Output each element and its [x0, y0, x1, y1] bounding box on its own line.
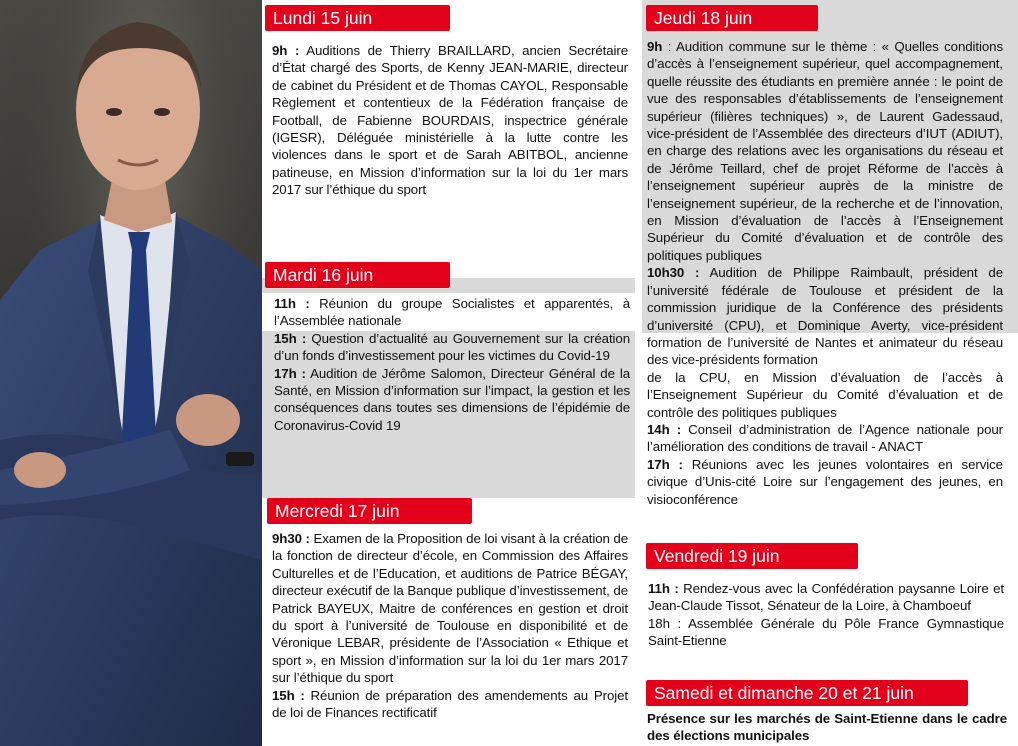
agenda-item: [648, 580, 1004, 615]
agenda-item: [647, 38, 1003, 264]
agenda-time: 9h30 :: [272, 531, 310, 546]
agenda-item: [647, 456, 1003, 508]
vendredi-header: Vendredi 19 juin: [646, 543, 858, 569]
agenda-text: Audition de Philippe Raimbault, président de l’université fédérale de Toulouse et président de la commission juridique de la Conférence des présidents d’université (CPU), et Dominique Averty, vice-président formation de l’université de Nantes et animateur du réseau des vice-présidents formation: [647, 265, 1003, 368]
agenda-text: Réunions avec les jeunes volontaires en service civique d’Unis-cité Loire sur l’engagement des jeunes, en visioconférence: [647, 456, 1003, 507]
agenda-text: Examen de la Proposition de loi visant à la création de la fonction de directeur d’école, en Commission des Affaires Culturelles et de l’Education, et auditions de Patrice BÉGAY, directeur exécutif de la Banque publique d’investissement, de Patrick BAYEUX, Maitre de conférences en gestion et droit du sport à l’université de Toulouse en disponibilité et de Véronique LEBAR, présidente de l’Association « Ethique et sport », en Mission d’information sur la loi du 1er mars 2017 sur l’éthique du sport: [272, 531, 628, 686]
jeudi-content: [647, 38, 1003, 508]
mercredi-content: [272, 530, 628, 721]
agenda-time: 17h :: [647, 456, 683, 472]
agenda-item: [647, 421, 1003, 456]
agenda-text: Présence sur les marchés de Saint-Etienne dans le cadre des élections municipales: [647, 711, 1007, 744]
agenda-item: [272, 530, 628, 687]
agenda-item: [647, 369, 1003, 421]
agenda-item: [648, 615, 1004, 650]
agenda-text: 18h : Assemblée Générale du Pôle France Gymnastique Saint-Etienne: [648, 615, 1004, 649]
mardi-header: Mardi 16 juin: [265, 262, 450, 288]
agenda-text: : Audition commune sur le thème : « Quelles conditions d’accès à l’enseignement supérieur, quel accompagnement, quelle réussite des étudiants en première année : le point de vue des responsables d’établissements de l’enseignement supérieur (filières techniques) », de Laurent Gadessaud, vice-président de l’Assemblée des directeurs d’IUT (ADIUT), en charge des relations avec les organisations du réseau et de Jérôme Teillard, chef de projet Réforme de l’accès à l’enseignement supérieur auprès de la ministre de l’enseignement supérieur, de la recherche et de l’innovation, en Mission d’évaluation de l’accès à l’Enseignement Supérieur du Comité d’évaluation et de contrôle des politiques publiques: [647, 39, 1003, 263]
agenda-item: [272, 42, 628, 199]
agenda-time: 15h :: [272, 687, 305, 703]
jeudi-header: Jeudi 18 juin: [646, 5, 818, 31]
agenda-item: [274, 330, 630, 365]
agenda-time: 17h :: [274, 365, 306, 381]
agenda-text: Rendez-vous avec la Confédération paysanne Loire et Jean-Claude Tissot, Sénateur de la Loire, à Chamboeuf: [648, 581, 1004, 614]
agenda-time: 11h :: [274, 296, 310, 311]
agenda-text: Réunion de préparation des amendements au Projet de loi de Finances rectificatif: [272, 687, 628, 721]
agenda-time: 15h :: [274, 330, 307, 346]
agenda-item: [272, 687, 628, 722]
agenda-text: Auditions de Thierry BRAILLARD, ancien Secrétaire d’État chargé des Sports, de Kenny JEAN-MARIE, directeur de cabinet du Président et de Thomas CAYOL, Responsable Règlement et contentieux de la Fédération française de Football, de Fabienne BOURDAIS, inspectrice générale (IGESR), Déléguée ministérielle à la lutte contre les violences dans le sport et de Sarah ABITBOL, ancienne patineuse, en Mission d’information sur la loi du 1er mars 2017 sur l’éthique du sport: [272, 43, 628, 198]
lundi-header: Lundi 15 juin: [265, 5, 450, 31]
weekend-header: Samedi et dimanche 20 et 21 juin: [646, 680, 968, 706]
agenda-text: Conseil d’administration de l’Agence nationale pour l’amélioration des conditions de travail - ANACT: [647, 421, 1003, 455]
agenda-item: [274, 295, 630, 330]
agenda-text: Audition de Jérôme Salomon, Directeur Général de la Santé, en Mission d’information sur l’impact, la gestion et les conséquences dans toutes ses dimensions de l’épidémie de Coronavirus-Covid 19: [274, 365, 630, 433]
agenda-time: 9h: [647, 39, 663, 54]
vendredi-content: [648, 580, 1004, 650]
mardi-content: [274, 295, 630, 434]
agenda-text: Question d’actualité au Gouvernement sur la création d’un fonds d’investissement pour les victimes du Covid-19: [274, 330, 630, 364]
mercredi-header: Mercredi 17 juin: [267, 498, 472, 524]
portrait-illustration: [0, 0, 262, 746]
agenda-time: 11h :: [648, 581, 679, 596]
weekend-content: [647, 710, 1007, 745]
agenda-time: 9h :: [272, 43, 300, 58]
agenda-item: [647, 264, 1003, 368]
agenda-text: de la CPU, en Mission d’évaluation de l’accès à l’Enseignement Supérieur du Comité d’évaluation et de contrôle des politiques publiques: [647, 369, 1003, 420]
agenda-time: 10h30 :: [647, 265, 700, 281]
portrait-photo: [0, 0, 262, 746]
agenda-text: Réunion du groupe Socialistes et apparentés, à l’Assemblée nationale: [274, 296, 630, 329]
agenda-time: 14h :: [647, 421, 682, 437]
lundi-content: [272, 42, 628, 199]
agenda-item: [274, 365, 630, 435]
